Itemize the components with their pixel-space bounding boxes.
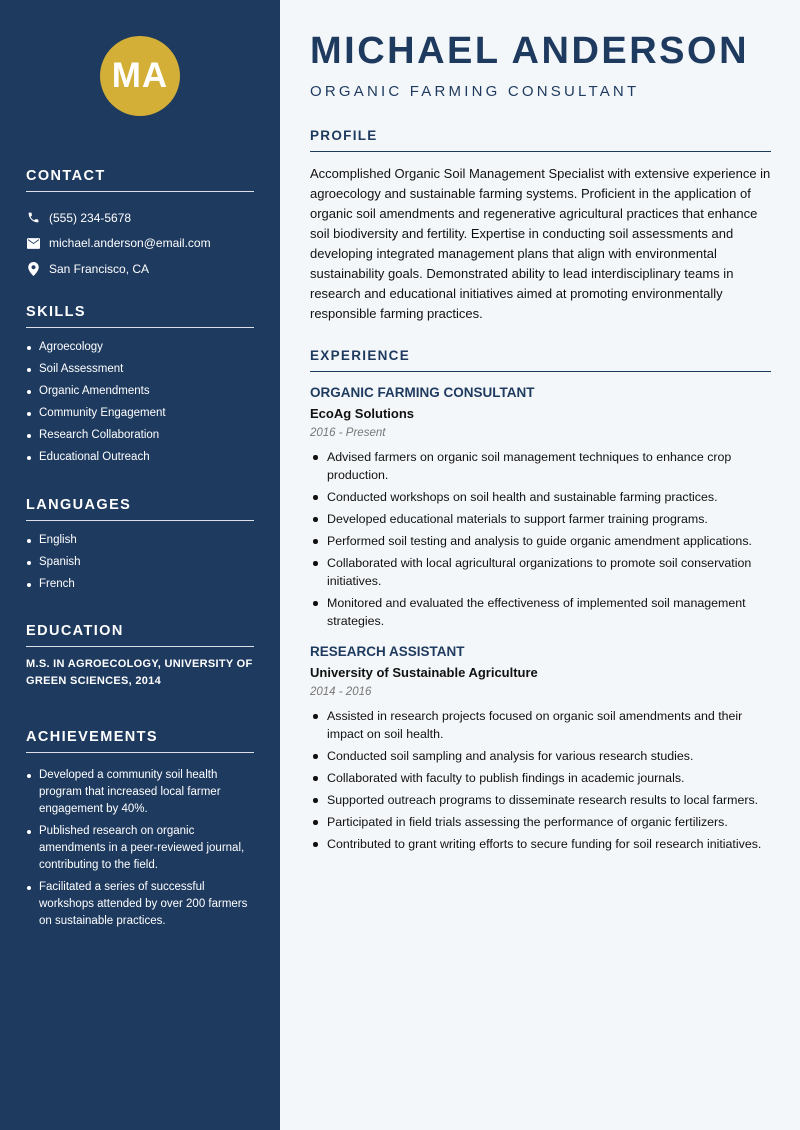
duty-item: Assisted in research projects focused on organic soil amendments and their impact on soil health. — [310, 707, 771, 743]
skill-item: Educational Outreach — [26, 449, 254, 466]
job-duties — [310, 707, 771, 853]
job-company: University of Sustainable Agriculture — [310, 665, 538, 680]
skills-heading: SKILLS — [26, 304, 254, 328]
phone-icon — [26, 211, 40, 225]
skill-item: Organic Amendments — [26, 383, 254, 400]
duty-item: Advised farmers on organic soil management techniques to enhance crop production. — [310, 448, 771, 484]
contact-heading: CONTACT — [26, 168, 254, 192]
job-title: RESEARCH ASSISTANT — [310, 644, 465, 659]
duty-item: Developed educational materials to support farmer training programs. — [310, 510, 771, 528]
contact-location — [26, 256, 254, 282]
skills-list — [26, 339, 254, 466]
achievements-section — [26, 729, 254, 935]
contact-email — [26, 231, 254, 257]
envelope-icon — [26, 236, 40, 250]
contact-phone — [26, 205, 254, 231]
sidebar — [0, 0, 280, 1130]
duty-item: Performed soil testing and analysis to guide organic amendment applications. — [310, 532, 771, 550]
education-entry: M.S. IN AGROECOLOGY, UNIVERSITY OF GREEN SCIENCES, 2014 — [26, 658, 253, 687]
duty-item: Conducted soil sampling and analysis for various research studies. — [310, 747, 771, 765]
experience-heading: EXPERIENCE — [310, 348, 771, 372]
language-item: English — [26, 532, 254, 549]
location-text: San Francisco, CA — [49, 261, 150, 276]
education-heading: EDUCATION — [26, 623, 254, 647]
job-company: EcoAg Solutions — [310, 406, 414, 421]
job-entry — [310, 644, 771, 853]
language-item: Spanish — [26, 554, 254, 571]
skill-item: Community Engagement — [26, 405, 254, 422]
languages-list — [26, 532, 254, 593]
duty-item: Monitored and evaluated the effectiveness of implemented soil management strategies. — [310, 594, 771, 630]
profile-heading: PROFILE — [310, 128, 771, 152]
candidate-name: MICHAEL ANDERSON — [310, 30, 750, 72]
experience-section — [310, 348, 771, 857]
avatar-initials: MA — [111, 56, 169, 95]
contact-list — [26, 205, 254, 282]
skill-item: Agroecology — [26, 339, 254, 356]
map-pin-icon — [26, 262, 40, 276]
duty-item: Collaborated with local agricultural organizations to promote soil conservation initiatives. — [310, 554, 771, 590]
achievements-heading: ACHIEVEMENTS — [26, 729, 254, 753]
achievements-list — [26, 767, 254, 930]
duty-item: Supported outreach programs to disseminate research results to local farmers. — [310, 791, 771, 809]
achievement-item: Developed a community soil health program that increased local farmer engagement by 40%. — [26, 767, 254, 818]
languages-section — [26, 497, 254, 598]
skills-section — [26, 304, 254, 471]
job-dates: 2014 - 2016 — [310, 686, 372, 698]
job-title: ORGANIC FARMING CONSULTANT — [310, 385, 535, 400]
duty-item: Participated in field trials assessing the performance of organic fertilizers. — [310, 813, 771, 831]
job-dates: 2016 - Present — [310, 427, 386, 439]
skill-item: Soil Assessment — [26, 361, 254, 378]
job-duties — [310, 448, 771, 630]
duty-item: Conducted workshops on soil health and sustainable farming practices. — [310, 488, 771, 506]
skill-item: Research Collaboration — [26, 427, 254, 444]
profile-text: Accomplished Organic Soil Management Specialist with extensive experience in agroecology and sustainable farming systems. Proficient in the application of organic soil amendments and regenerative agricultural practices that enhance soil biodiversity and fertility. Expertise in conducting soil assessments and developing integrated management plans that align with environmental sustainability goals. Demonstrated ability to lead interdisciplinary teams in research and educational initiatives aimed at promoting environmentally responsible farming practices. — [310, 166, 771, 321]
languages-heading: LANGUAGES — [26, 497, 254, 521]
profile-section — [310, 128, 771, 324]
duty-item: Contributed to grant writing efforts to secure funding for soil research initiatives. — [310, 835, 771, 853]
phone-text[interactable]: (555) 234-5678 — [49, 210, 132, 225]
achievement-item: Published research on organic amendments in a peer-reviewed journal, contributing to the field. — [26, 823, 254, 874]
candidate-title: ORGANIC FARMING CONSULTANT — [310, 83, 640, 100]
job-entry — [310, 385, 771, 630]
duty-item: Collaborated with faculty to publish findings in academic journals. — [310, 769, 771, 787]
language-item: French — [26, 576, 254, 593]
achievement-item: Facilitated a series of successful workshops attended by over 200 farmers on sustainable practices. — [26, 879, 254, 930]
email-text[interactable]: michael.anderson@email.com — [49, 236, 211, 251]
contact-section — [26, 168, 254, 282]
avatar — [100, 36, 180, 116]
education-section — [26, 623, 254, 690]
